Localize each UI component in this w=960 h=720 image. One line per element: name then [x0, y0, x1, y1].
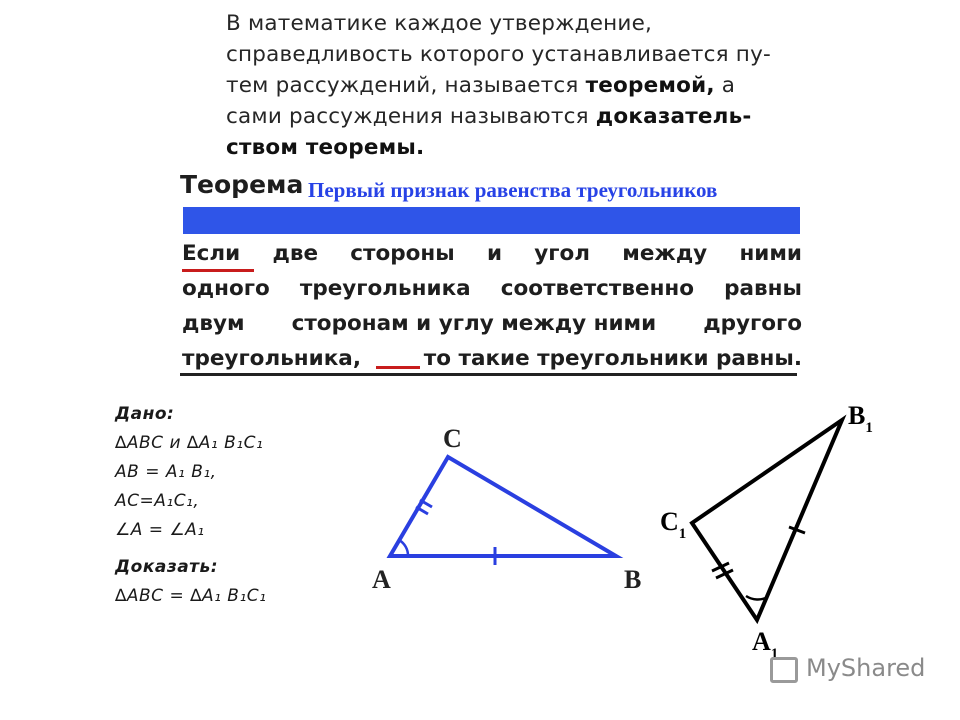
angle-a-arc	[399, 540, 408, 556]
word: сторонам и углу между ними	[291, 311, 657, 336]
label-b1: $B_1$	[848, 401, 873, 436]
word: двум	[182, 311, 245, 336]
prove-label: Доказать:	[115, 557, 219, 577]
word: между	[622, 241, 708, 266]
bold-theorem-word: теоремой,	[585, 73, 715, 98]
watermark-text: MyShared	[806, 654, 926, 682]
theorem-label: Теорема	[180, 170, 304, 199]
word: соответственно	[500, 276, 695, 301]
watermark	[806, 654, 925, 682]
triangle-a1b1c1	[660, 401, 873, 662]
triangle-abc	[372, 424, 641, 594]
intro-line-1: В математике каждое утверждение,	[226, 11, 653, 36]
label-c: C	[443, 424, 462, 453]
label-a1: $A_1$	[752, 627, 779, 662]
given-row-4: ∠A = ∠A₁	[115, 520, 205, 540]
given-label: Дано:	[115, 404, 175, 424]
given-row-1: ∆ABC и ∆A₁ B₁C₁	[115, 433, 264, 453]
bold-proof-word-end: ством теоремы.	[226, 135, 425, 160]
word-then: то такие треугольники равны.	[423, 346, 802, 371]
watermark-icon	[770, 657, 798, 683]
bold-proof-word: доказатель-	[595, 104, 752, 129]
triangle-abc-shape	[390, 457, 616, 556]
word: угол	[534, 241, 591, 266]
word: другого	[703, 311, 802, 336]
word-if: Если	[182, 241, 241, 266]
label-c1: $C_1$	[660, 507, 687, 542]
label-a: A	[372, 565, 391, 594]
word: треугольника,	[182, 346, 361, 371]
intro-line-2: справедливость которого устанавливается пу-	[226, 42, 771, 67]
word: одного	[182, 276, 270, 301]
word: стороны	[350, 241, 455, 266]
word: равны	[724, 276, 802, 301]
word: ними	[739, 241, 802, 266]
tick-ac	[416, 500, 432, 514]
prove-row: ∆ABC = ∆A₁ B₁C₁	[115, 586, 267, 606]
given-row-2: AB = A₁ B₁,	[115, 462, 217, 482]
intro-line-3-tail: а	[721, 73, 736, 98]
intro-line-4-text: сами рассуждения называются	[226, 104, 589, 129]
label-b: B	[624, 565, 642, 594]
word: треугольника	[299, 276, 471, 301]
theorem-title: Первый признак равенства треугольников	[308, 178, 718, 202]
word: две	[272, 241, 319, 266]
angle-a1-arc	[746, 596, 768, 599]
word: и	[486, 241, 503, 266]
intro-line-3-text: тем рассуждений, называется	[226, 73, 579, 98]
given-row-3: AC=A₁C₁,	[115, 491, 200, 511]
triangle-a1b1c1-shape	[692, 420, 842, 620]
